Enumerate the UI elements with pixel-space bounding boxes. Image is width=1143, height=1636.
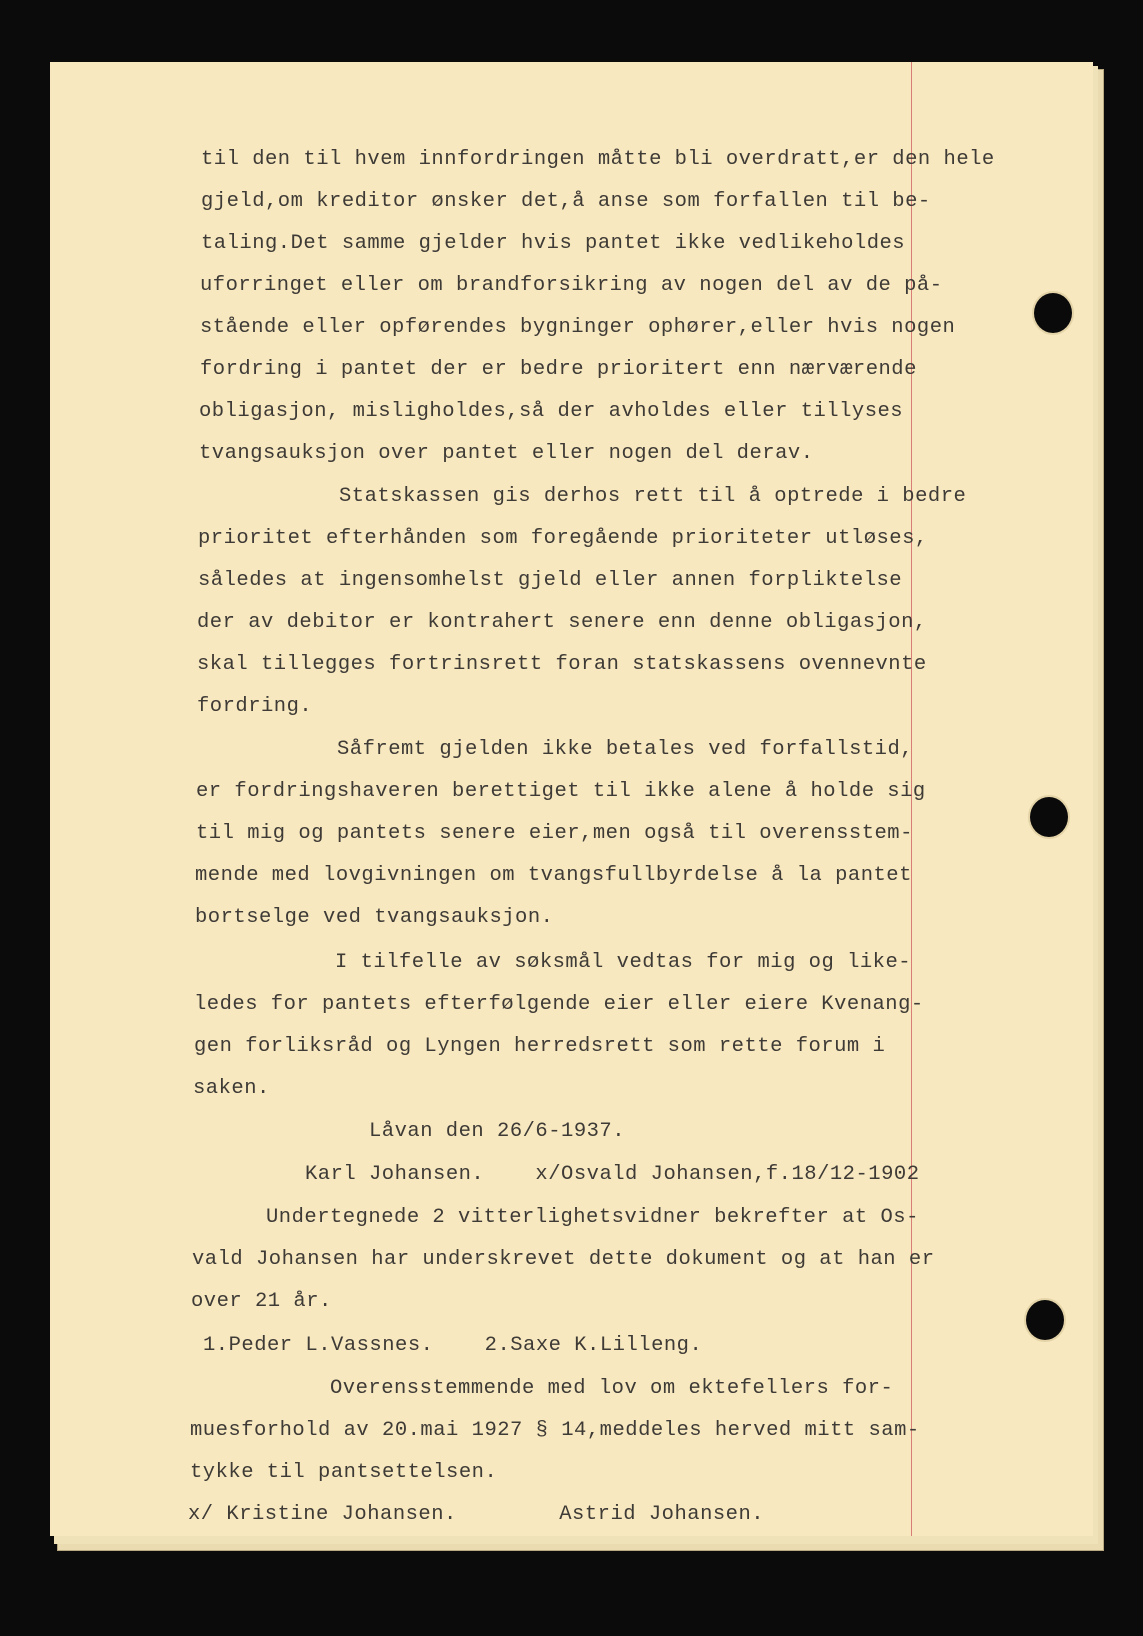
text-line: således at ingensomhelst gjeld eller annen forpliktelse bbox=[198, 569, 903, 592]
text-line: bortselge ved tvangsauksjon. bbox=[195, 906, 554, 929]
text-line: Såfremt gjelden ikke betales ved forfallstid, bbox=[337, 738, 914, 761]
text-line: obligasjon, misligholdes,så der avholdes eller tillyses bbox=[199, 400, 904, 423]
witness-line: 1.Peder L.Vassnes. 2.Saxe K.Lilleng. bbox=[203, 1334, 703, 1357]
text-line: skal tillegges fortrinsrett foran statskassens ovennevnte bbox=[197, 653, 927, 676]
text-line: prioritet efterhånden som foregående prioriteter utløses, bbox=[198, 527, 928, 550]
text-line: stående eller opførendes bygninger ophører,eller hvis nogen bbox=[200, 316, 956, 339]
text-line: taling.Det samme gjelder hvis pantet ikke vedlikeholdes bbox=[201, 232, 906, 255]
text-line: over 21 år. bbox=[191, 1290, 332, 1313]
text-line: til mig og pantets senere eier,men også til overensstem- bbox=[196, 822, 913, 845]
text-line: gjeld,om kreditor ønsker det,å anse som forfallen til be- bbox=[201, 190, 931, 213]
signature-line: x/ Kristine Johansen. Astrid Johansen. bbox=[188, 1503, 765, 1526]
text-line: til den til hvem innfordringen måtte bli overdratt,er den hele bbox=[201, 148, 995, 171]
text-line: mende med lovgivningen om tvangsfullbyrdelse å la pantet bbox=[195, 864, 912, 887]
punch-hole bbox=[1030, 797, 1068, 837]
signature-line: Karl Johansen. x/Osvald Johansen,f.18/12-1902 bbox=[305, 1163, 920, 1186]
date-line: Låvan den 26/6-1937. bbox=[369, 1120, 626, 1143]
text-line: Overensstemmende med lov om ektefellers for- bbox=[330, 1377, 894, 1400]
text-line: er fordringshaveren berettiget til ikke alene å holde sig bbox=[196, 780, 926, 803]
punch-hole bbox=[1034, 293, 1072, 333]
text-line: muesforhold av 20.mai 1927 § 14,meddeles herved mitt sam- bbox=[190, 1419, 920, 1442]
text-line: fordring. bbox=[197, 695, 313, 718]
text-line: gen forliksråd og Lyngen herredsrett som rette forum i bbox=[194, 1035, 886, 1058]
text-line: ledes for pantets efterfølgende eier eller eiere Kvenang- bbox=[194, 993, 924, 1016]
text-line: tykke til pantsettelsen. bbox=[190, 1461, 498, 1484]
text-line: tvangsauksjon over pantet eller nogen del derav. bbox=[199, 442, 814, 465]
text-line: fordring i pantet der er bedre prioritert enn nærværende bbox=[200, 358, 917, 381]
text-line: I tilfelle av søksmål vedtas for mig og like- bbox=[335, 951, 912, 974]
text-line: Statskassen gis derhos rett til å optrede i bedre bbox=[339, 485, 967, 508]
text-line: Undertegnede 2 vitterlighetsvidner bekrefter at Os- bbox=[266, 1206, 919, 1229]
text-line: uforringet eller om brandforsikring av nogen del av de på- bbox=[200, 274, 943, 297]
text-line: vald Johansen har underskrevet dette dokument og at han er bbox=[192, 1248, 935, 1271]
text-line: saken. bbox=[193, 1077, 270, 1100]
punch-hole bbox=[1026, 1300, 1064, 1340]
text-line: der av debitor er kontrahert senere enn denne obligasjon, bbox=[197, 611, 927, 634]
